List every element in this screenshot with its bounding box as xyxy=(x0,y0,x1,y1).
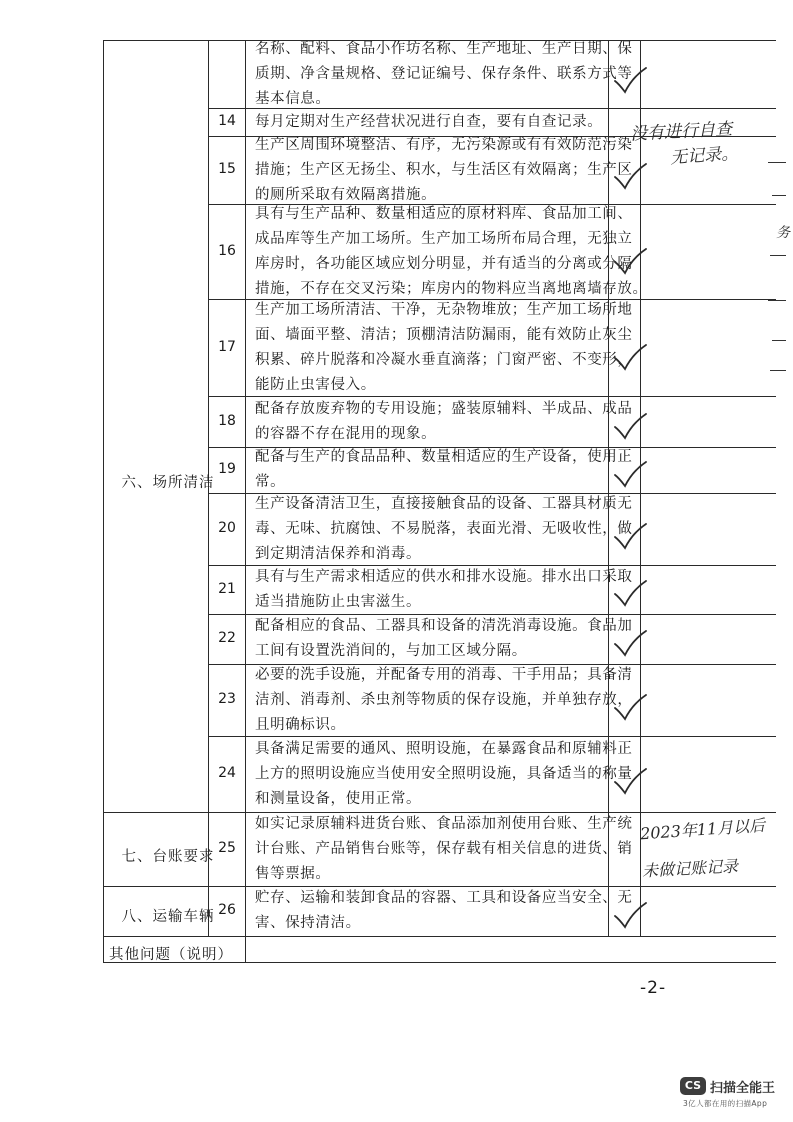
item-number: 23 xyxy=(218,691,236,707)
check-mark-icon xyxy=(612,693,648,723)
check-mark-icon xyxy=(612,522,648,552)
requirement-text-line: 到定期清洁保养和消毒。 xyxy=(255,545,422,562)
item-number: 22 xyxy=(218,630,236,646)
item-number: 14 xyxy=(218,113,236,129)
requirement-text-line: 必要的洗手设施，并配备专用的消毒、干手用品；具备清 xyxy=(255,666,633,683)
requirement-text-line: 和测量设备，使用正常。 xyxy=(255,790,422,807)
requirement-text-line: 生产加工场所清洁、干净，无杂物堆放；生产加工场所地 xyxy=(255,301,633,318)
requirement-text-line: 库房时，各功能区域应划分明显，并有适当的分离或分隔 xyxy=(255,255,633,272)
requirement-text-line: 如实记录原辅料进货台账、食品添加剂使用台账、生产统 xyxy=(255,815,633,832)
requirement-text-line: 工间有设置洗消间的，与加工区域分隔。 xyxy=(255,643,527,659)
category-ledger-requirements: 七、台账要求 xyxy=(121,849,215,865)
scanner-logo-icon: CS xyxy=(680,1077,706,1095)
requirement-text-line: 配备相应的食品、工器具和设备的清洗消毒设施。食品加 xyxy=(255,618,633,634)
margin-pen-mark xyxy=(772,340,786,341)
requirement-text-line: 具备满足需要的通风、照明设施，在暴露食品和原辅料正 xyxy=(255,740,633,757)
requirement-text-line: 洁剂、消毒剂、杀虫剂等物质的保存设施，并单独存放， xyxy=(255,691,633,708)
item-number: 24 xyxy=(218,765,236,781)
requirement-text-line: 基本信息。 xyxy=(255,90,331,107)
check-mark-icon xyxy=(612,460,648,490)
item-number: 20 xyxy=(218,520,236,536)
requirement-text-line: 成品库等生产加工场所。生产加工场所布局合理，无独立 xyxy=(255,230,633,247)
category-transport-vehicles: 八、运输车辆 xyxy=(121,909,215,925)
requirement-text-line: 生产区周围环境整洁、有序，无污染源或有有效防范污染 xyxy=(255,136,633,153)
item-number: 16 xyxy=(218,242,236,259)
requirement-text-line: 配备存放废弃物的专用设施；盛装原辅料、半成品、成品 xyxy=(255,400,633,417)
margin-pen-mark xyxy=(770,255,786,256)
requirement-text-line: 具有与生产品种、数量相适应的原材料库、食品加工间、 xyxy=(255,205,633,222)
item-number: 15 xyxy=(218,161,236,177)
check-mark-icon xyxy=(612,247,648,277)
check-mark-icon xyxy=(612,579,648,609)
check-mark-icon xyxy=(612,66,648,96)
handwritten-note-date: 2023年11月以后 xyxy=(639,815,766,844)
requirement-text-line: 措施，不存在交叉污染；库房内的物料应当离地离墙存放。 xyxy=(255,280,648,297)
margin-pen-mark xyxy=(770,370,786,371)
requirement-text-line: 害、保持清洁。 xyxy=(255,915,361,931)
margin-handwritten-mark: 务 xyxy=(776,225,790,241)
item-number: 17 xyxy=(218,338,236,355)
check-mark-icon xyxy=(612,412,648,442)
table-rule xyxy=(103,936,776,937)
margin-pen-mark xyxy=(768,300,786,301)
requirement-text-line: 贮存、运输和装卸食品的容器、工具和设备应当安全、无 xyxy=(255,890,633,906)
margin-pen-mark xyxy=(768,162,786,163)
requirement-text-line: 常。 xyxy=(255,474,286,490)
requirement-text-line: 面、墙面平整、清洁；顶棚清洁防漏雨，能有效防止灰尘 xyxy=(255,326,633,343)
scanner-app-name: 扫描全能王 xyxy=(710,1081,776,1096)
requirement-text-line: 售等票据。 xyxy=(255,865,331,882)
item-number: 18 xyxy=(218,412,236,429)
requirement-text-line: 质期、净含量规格、登记证编号、保存条件、联系方式等 xyxy=(255,65,633,82)
check-mark-icon xyxy=(612,901,648,931)
check-mark-icon xyxy=(612,343,648,373)
margin-pen-mark xyxy=(772,195,786,196)
requirement-text-line: 积累、碎片脱落和冷凝水垂直滴落；门窗严密、不变形， xyxy=(255,351,633,368)
requirement-text-line: 的容器不存在混用的现象。 xyxy=(255,425,437,442)
item-number: 19 xyxy=(218,461,236,477)
requirement-text-line: 适当措施防止虫害滋生。 xyxy=(255,593,422,610)
handwritten-note-no-bookkeeping: 未做记账记录 xyxy=(641,856,739,881)
requirement-text-line: 每月定期对生产经营状况进行自查，要有自查记录。 xyxy=(255,113,603,130)
requirement-text-line: 上方的照明设施应当使用安全照明设施，具备适当的称量 xyxy=(255,765,633,782)
requirement-text-line: 配备与生产的食品品种、数量相适应的生产设备，使用正 xyxy=(255,449,633,465)
table-rule xyxy=(245,40,246,962)
requirement-text-line: 措施；生产区无扬尘、积水，与生活区有效隔离；生产区 xyxy=(255,161,633,178)
table-rule xyxy=(103,40,104,962)
check-mark-icon xyxy=(612,629,648,659)
item-number: 25 xyxy=(218,840,236,856)
other-issues-label: 其他问题（说明） xyxy=(109,947,233,963)
item-number: 21 xyxy=(218,580,236,597)
requirement-text-line: 的厕所采取有效隔离措施。 xyxy=(255,186,437,203)
handwritten-note-no-record: 无记录。 xyxy=(669,143,739,169)
check-mark-icon xyxy=(612,162,648,192)
requirement-text-line: 计台账、产品销售台账等，保存载有相关信息的进货、销 xyxy=(255,840,633,857)
requirement-text-line: 能防止虫害侵入。 xyxy=(255,376,376,393)
scanner-tagline: 3亿人都在用的扫描App xyxy=(683,1099,768,1108)
requirement-text-line: 生产设备清洁卫生，直接接触食品的设备、工器具材质无 xyxy=(255,495,633,512)
handwritten-note-no-self-check: 没有进行自查 xyxy=(629,119,733,145)
requirement-text-line: 具有与生产需求相适应的供水和排水设施。排水出口采取 xyxy=(255,568,633,585)
page-number: -2- xyxy=(640,978,667,998)
requirement-text-line: 毒、无味、抗腐蚀、不易脱落，表面光滑、无吸收性，做 xyxy=(255,520,633,537)
requirement-text-line: 名称、配料、食品小作坊名称、生产地址、生产日期、保 xyxy=(255,40,633,57)
requirement-text-line: 且明确标识。 xyxy=(255,716,346,733)
check-mark-icon xyxy=(612,767,648,797)
item-number: 26 xyxy=(218,902,236,918)
category-site-cleanliness: 六、场所清洁 xyxy=(121,475,215,491)
